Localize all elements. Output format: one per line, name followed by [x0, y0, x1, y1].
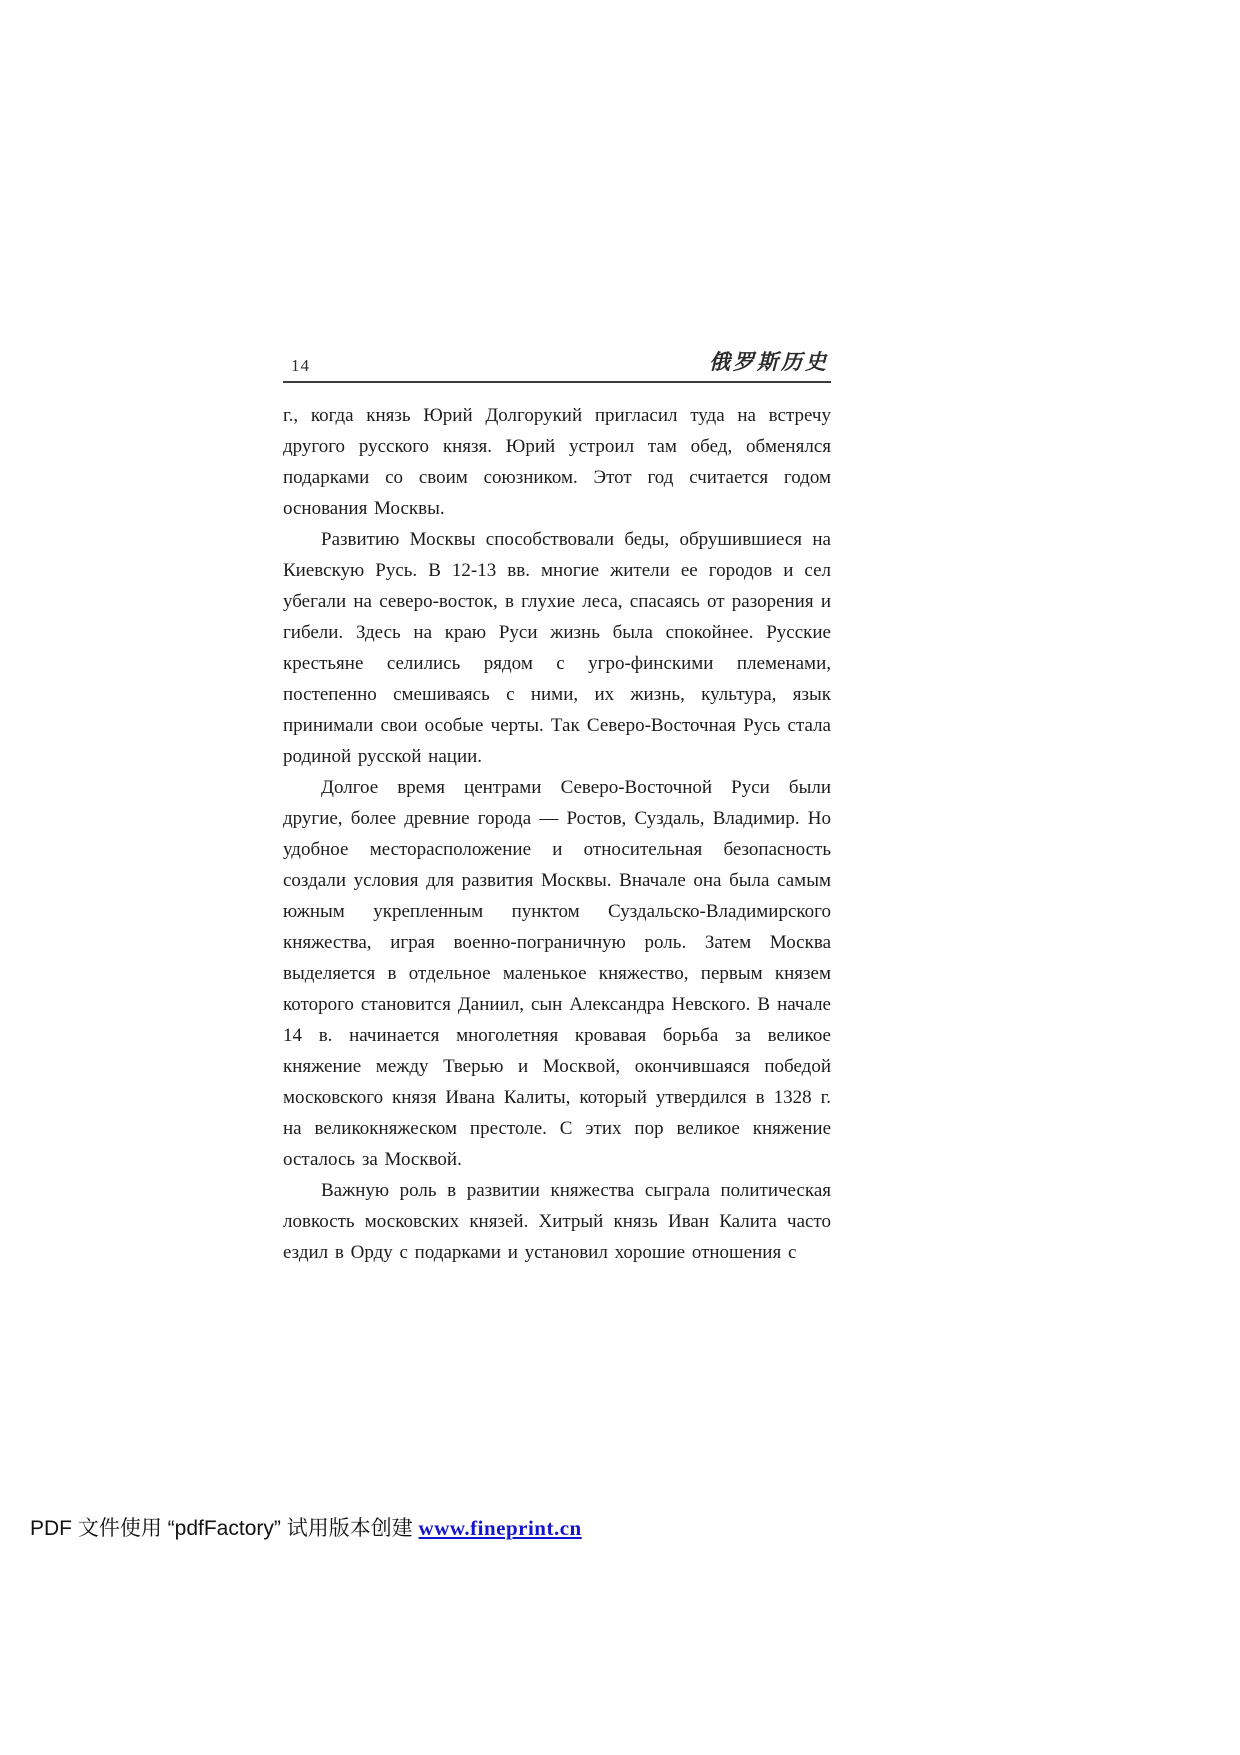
pdf-watermark: [30, 1512, 582, 1542]
page-number: 14: [291, 356, 310, 375]
header-title: 俄罗斯历史: [709, 350, 829, 374]
page-header: [283, 350, 831, 376]
fineprint-link[interactable]: www.fineprint.cn: [418, 1516, 582, 1540]
page-content: [283, 350, 831, 1268]
paragraph: Важную роль в развитии княжества сыграла политическая ловкость московских князей. Хитрый князь Иван Калита часто ездил в Орду с подарками и установил хорошие отношения с: [283, 1180, 831, 1263]
watermark-text: PDF 文件使用 “pdfFactory” 试用版本创建: [30, 1517, 419, 1540]
paragraph: Долгое время центрами Северо-Восточной Руси были другие, более древние города — Ростов, Суздаль, Владимир. Но удобное месторасположение и относительная безопасность создали условия для развития Москвы. Вначале она была самым южным укрепленным пунктом Суздальско-Владимирского княжества, играя военно-пограничную роль. Затем Москва выделяется в отдельное маленькое княжество, первым князем которого становится Даниил, сын Александра Невского. В начале 14 в. начинается многолетняя кровавая борьба за великое княжение между Тверью и Москвой, окончившаяся победой московского князя Ивана Калиты, который утвердился в 1328 г. на великокняжеском престоле. С этих пор великое княжение осталось за Москвой.: [283, 777, 831, 1170]
paragraph: Развитию Москвы способствовали беды, обрушившиеся на Киевскую Русь. В 12-13 вв. многие жители ее городов и сел убегали на северо-восток, в глухие леса, спасаясь от разорения и гибели. Здесь на краю Руси жизнь была спокойнее. Русские крестьяне селились рядом с угро-финскими племенами, постепенно смешиваясь с ними, их жизнь, культура, язык принимали свои особые черты. Так Северо-Восточная Русь стала родиной русской нации.: [283, 529, 831, 767]
header-rule: [283, 381, 831, 383]
paragraph: г., когда князь Юрий Долгорукий пригласил туда на встречу другого русского князя. Юрий устроил там обед, обменялся подарками со своим союзником. Этот год считается годом основания Москвы.: [283, 405, 831, 519]
body-text: [283, 400, 831, 1268]
